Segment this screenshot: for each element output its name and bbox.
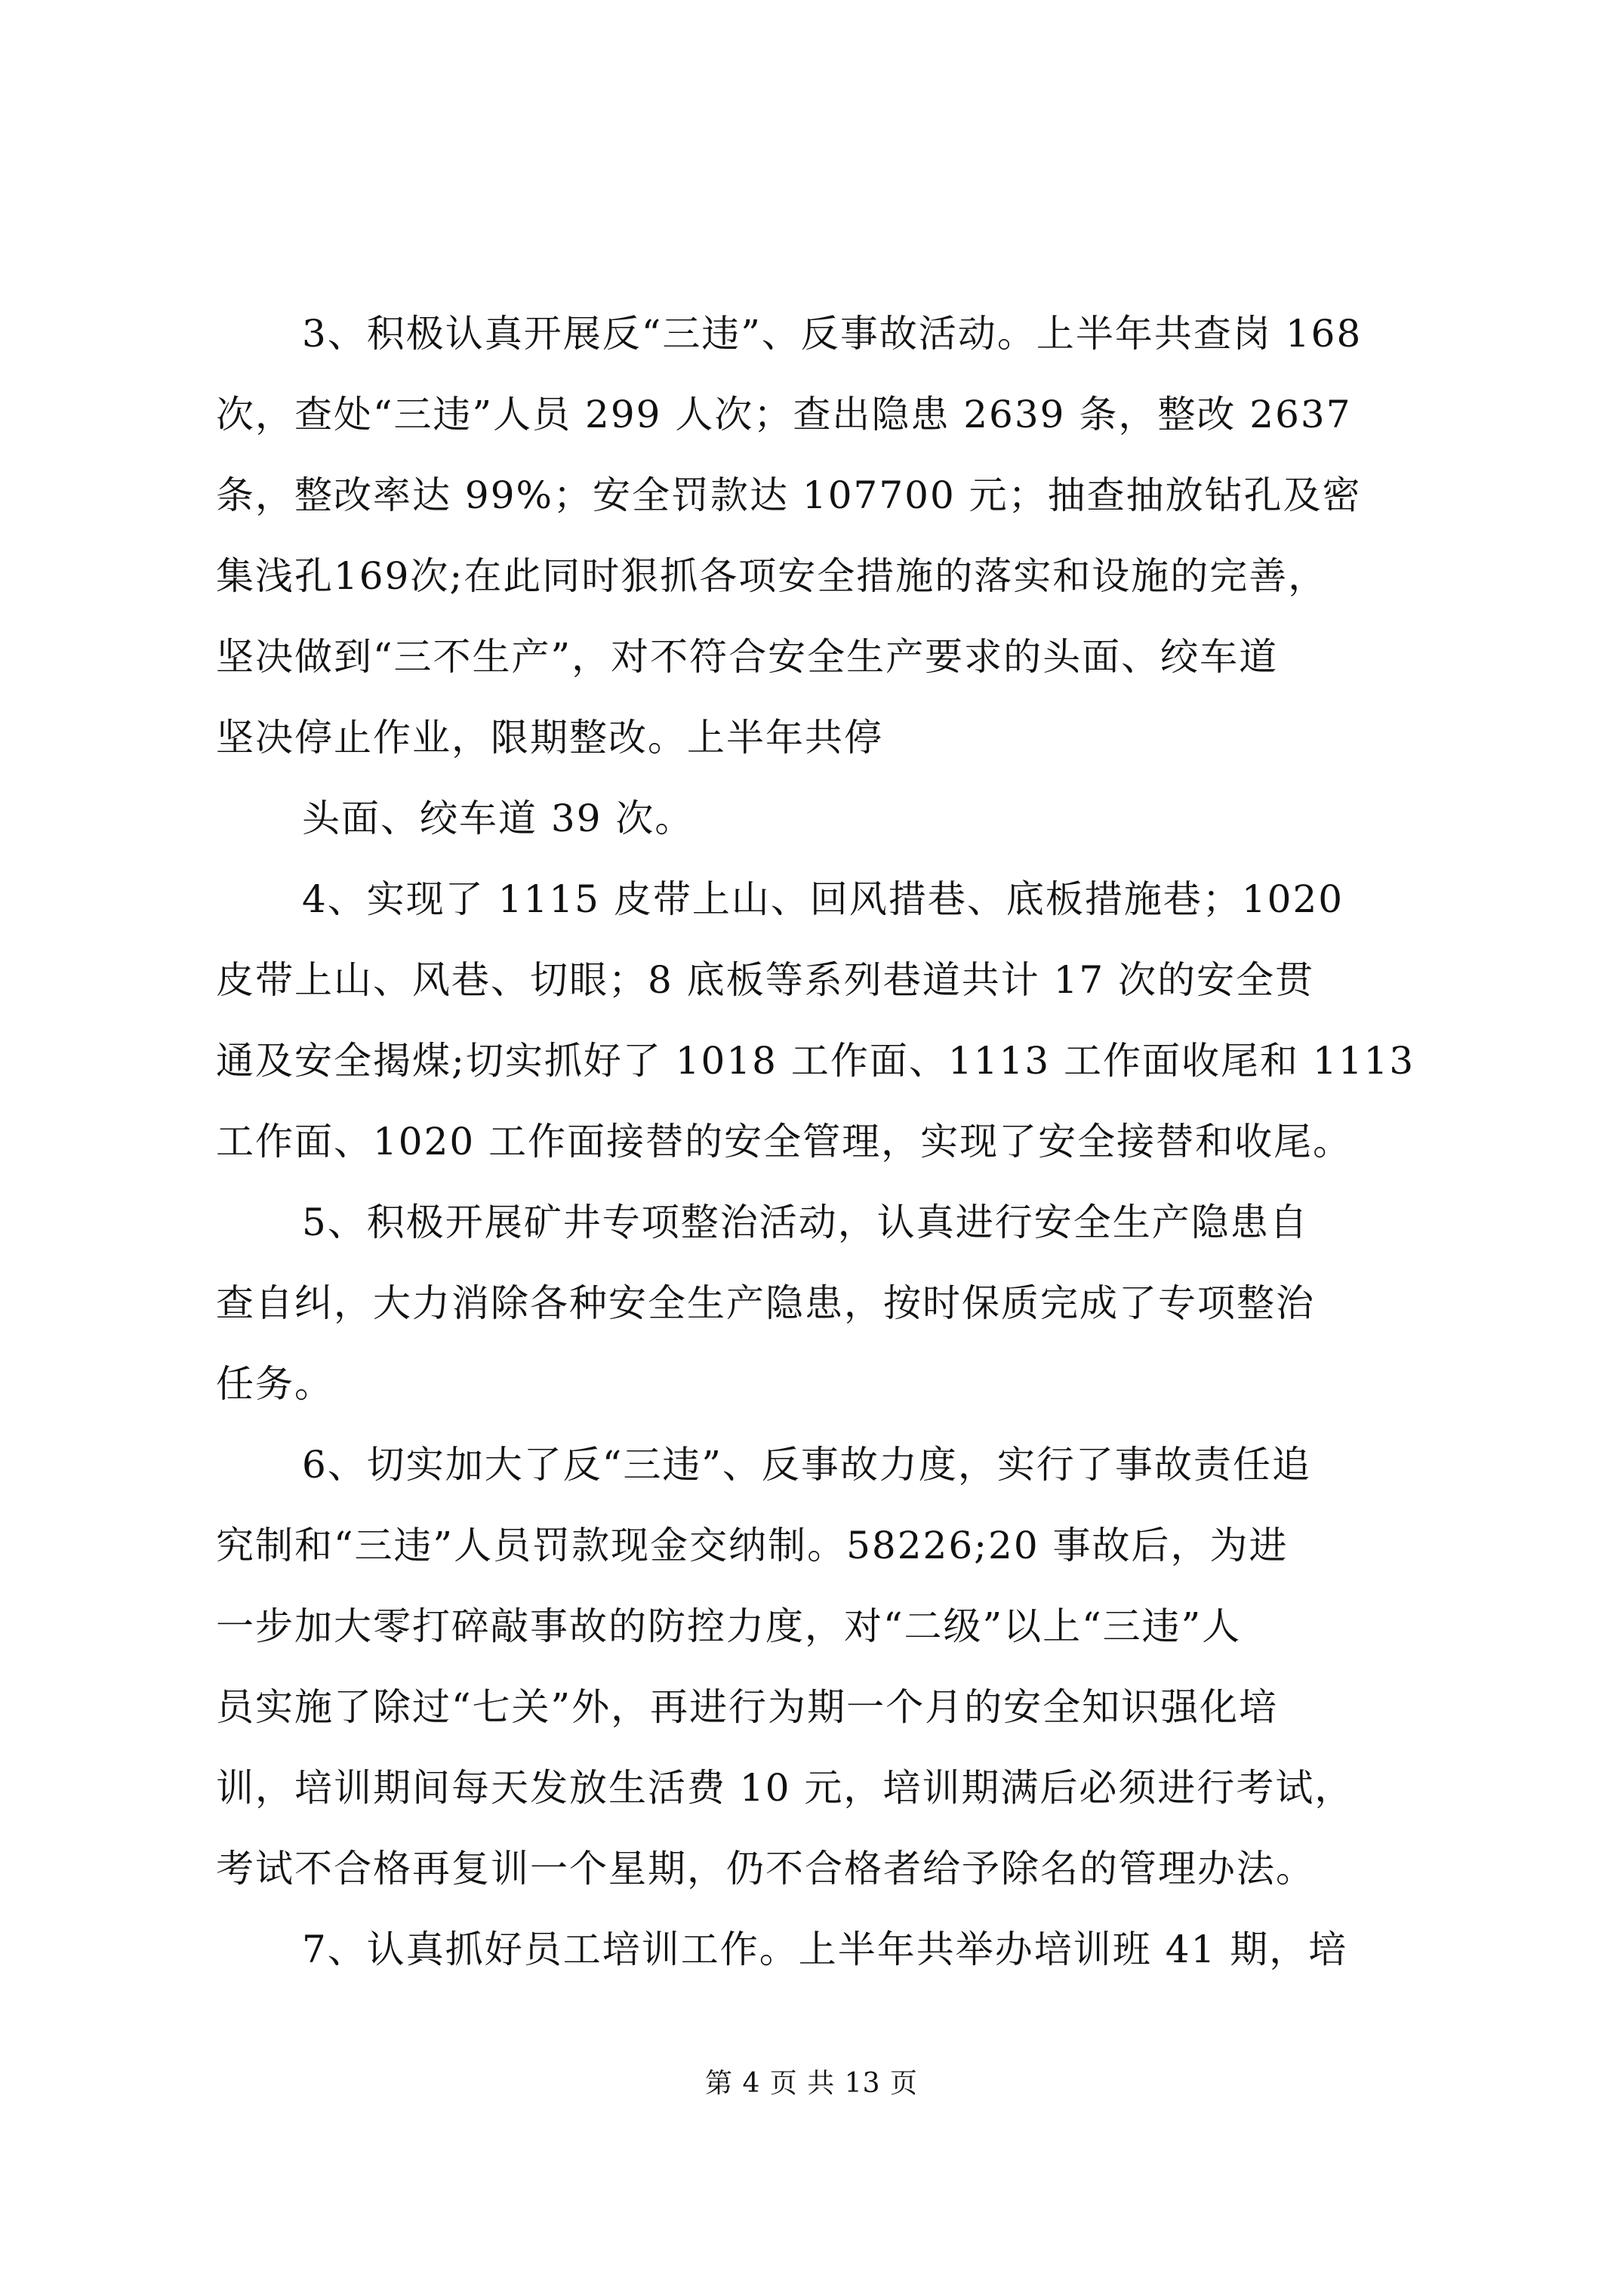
text-line: 3、积极认真开展反“三违”、反事故活动。上半年共查岗 168 (302, 312, 1363, 356)
text-line: 工作面、1020 工作面接替的安全管理，实现了安全接替和收尾。 (216, 1120, 1353, 1163)
text-line: 究制和“三违”人员罚款现金交纳制。58226;20 事故后，为进 (216, 1524, 1289, 1567)
text-line: 查自纠，大力消除各种安全生产隐患，按时保质完成了专项整治 (216, 1281, 1315, 1325)
text-line: 5、积极开展矿井专项整治活动，认真进行安全生产隐患自 (302, 1200, 1309, 1244)
page-number-footer: 第 4 页 共 13 页 (705, 2068, 918, 2099)
text-line: 训，培训期间每天发放生活费 10 元，培训期满后必须进行考试， (216, 1766, 1354, 1810)
text-line: 次，查处“三违”人员 299 人次；查出隐患 2639 条，整改 2637 (216, 393, 1352, 436)
text-line: 坚决做到“三不生产”，对不符合安全生产要求的头面、绞车道 (216, 635, 1279, 679)
text-line: 考试不合格再复训一个星期，仍不合格者给予除名的管理办法。 (216, 1847, 1315, 1891)
text-line: 坚决停止作业，限期整改。上半年共停 (216, 716, 883, 760)
text-line: 6、切实加大了反“三违”、反事故力度，实行了事故责任追 (302, 1443, 1311, 1487)
text-line: 集浅孔169次;在此同时狠抓各项安全措施的落实和设施的完善， (216, 554, 1328, 598)
text-line: 头面、绞车道 39 次。 (302, 797, 694, 840)
text-line: 7、认真抓好员工培训工作。上半年共举办培训班 41 期，培 (302, 1928, 1348, 1971)
text-line: 员实施了除过“七关”外，再进行为期一个月的安全知识强化培 (216, 1685, 1279, 1729)
text-line: 任务。 (216, 1362, 334, 1406)
text-line: 皮带上山、风巷、切眼；8 底板等系列巷道共计 17 次的安全贯 (216, 958, 1315, 1002)
text-line: 条，整改率达 99%；安全罚款达 107700 元；抽查抽放钻孔及密 (216, 473, 1362, 517)
text-line: 4、实现了 1115 皮带上山、回风措巷、底板措施巷；1020 (302, 877, 1344, 921)
text-line: 一步加大零打碎敲事故的防控力度，对“二级”以上“三违”人 (216, 1604, 1242, 1648)
text-line: 通及安全揭煤;切实抓好了 1018 工作面、1113 工作面收尾和 1113 (216, 1039, 1415, 1083)
